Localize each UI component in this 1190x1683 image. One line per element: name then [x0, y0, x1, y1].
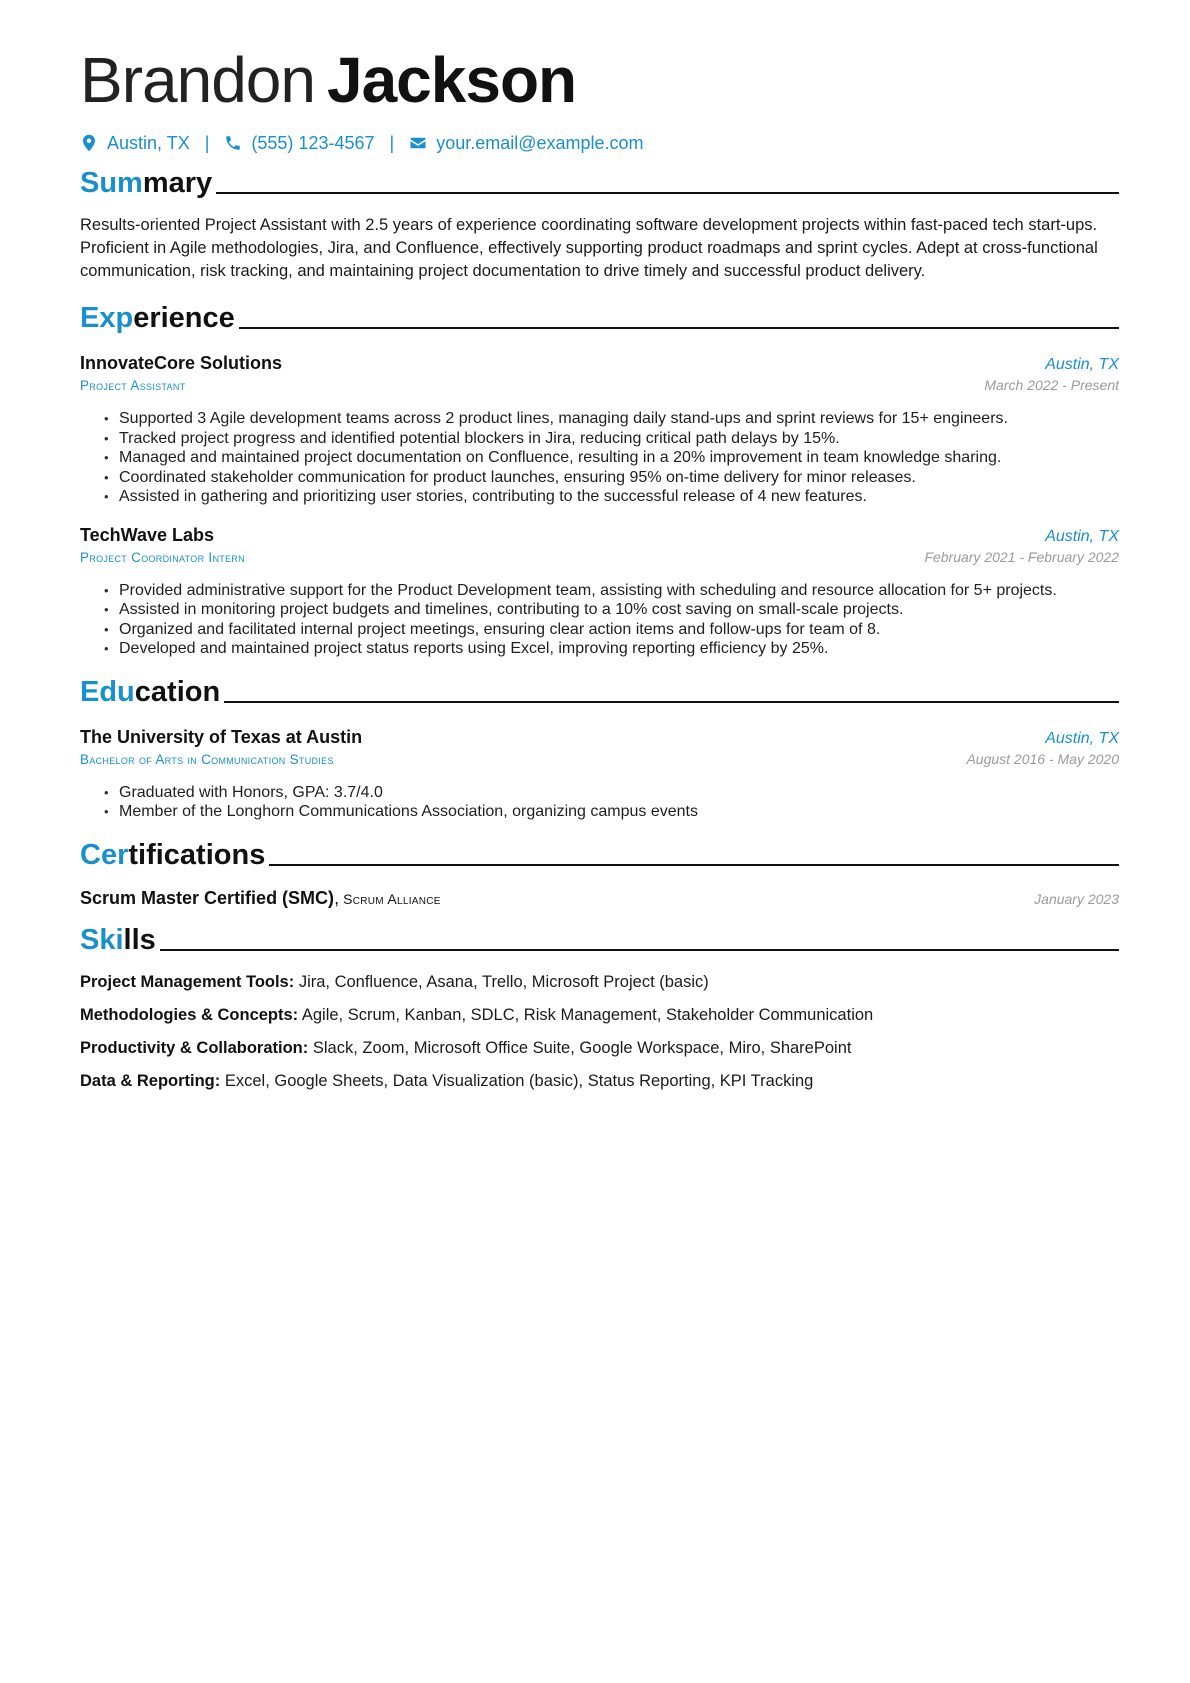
list-item: • Assisted in gathering and prioritizing user stories, contributing to the successful release of 4 new features.	[119, 487, 1119, 507]
section-summary-heading	[80, 162, 1119, 200]
entry-location: Austin, TX	[1045, 356, 1119, 373]
school-name: The University of Texas at Austin	[80, 726, 363, 747]
section-title-rest: mary	[142, 167, 213, 199]
entry-location: Austin, TX	[1045, 729, 1119, 747]
list-item: • Organized and facilitated internal project meetings, ensuring clear action items and follow-ups for team of 8.	[119, 620, 1119, 640]
skill-row	[80, 1004, 1119, 1026]
envelope-icon	[409, 134, 427, 152]
experience-entry	[80, 523, 1119, 659]
entry-dates: August 2016 - May 2020	[966, 750, 1119, 767]
section-title	[80, 166, 212, 200]
contact-separator: |	[204, 132, 210, 153]
skill-row	[80, 1070, 1119, 1092]
contact-location	[80, 133, 190, 154]
skill-values: Slack, Zoom, Microsoft Office Suite, Google Workspace, Miro, SharePoint	[312, 1038, 852, 1057]
contact-bar	[80, 130, 1119, 156]
section-title-rest: tifications	[128, 838, 266, 871]
section-title-rest: lls	[123, 923, 156, 956]
list-item: • Coordinated stakeholder communication for product launches, ensuring 95% on-time delivery for minor releases.	[119, 468, 1119, 488]
list-item: • Tracked project progress and identified potential blockers in Jira, reducing critical path delays by 15%.	[119, 429, 1119, 449]
section-certifications-heading	[80, 834, 1119, 872]
job-title: Project Assistant	[80, 378, 186, 393]
entry-dates: February 2021 - February 2022	[924, 548, 1119, 565]
skills-list	[80, 971, 1119, 1092]
bullet-list	[80, 783, 1119, 822]
list-item: • Provided administrative support for the Product Development team, assisting with scheduling and resource allocation for 5+ projects.	[119, 581, 1119, 601]
section-rule	[160, 949, 1119, 951]
certification-date: January 2023	[1034, 890, 1119, 907]
section-title	[80, 838, 265, 872]
section-title-accent: Cer	[80, 838, 129, 871]
bullet-list	[80, 409, 1119, 507]
phone-icon	[224, 134, 242, 152]
candidate-name	[80, 40, 1119, 120]
section-title	[80, 301, 235, 335]
certification-entry	[80, 888, 1119, 909]
section-rule	[216, 192, 1119, 194]
entry-dates: March 2022 - Present	[984, 377, 1119, 393]
section-title-rest: erience	[133, 302, 235, 334]
section-title-accent: Exp	[80, 302, 134, 334]
contact-separator: |	[389, 132, 395, 153]
employer-name: TechWave Labs	[80, 524, 215, 545]
section-title-rest: cation	[134, 675, 221, 708]
list-item: • Supported 3 Agile development teams across 2 product lines, managing daily stand-ups and sprint reviews for 15+ engineers.	[119, 409, 1119, 429]
skill-category: Productivity & Collaboration:	[80, 1038, 309, 1057]
summary-text: Results-oriented Project Assistant with 2.5 years of experience coordinating software development projects within fast-paced tech start-ups. Proficient in Agile methodologies, Jira, and Confluence, effectively supporting product roadmaps and sprint cycles. Adept at cross-functional communication, risk tracking, and maintaining project documentation to drive timely and successful product delivery.	[80, 216, 1098, 280]
skill-values: Jira, Confluence, Asana, Trello, Microsoft Project (basic)	[298, 972, 709, 991]
employer-name: InnovateCore Solutions	[80, 353, 283, 373]
contact-email[interactable]	[409, 133, 643, 154]
section-title-accent: Ski	[80, 923, 124, 956]
education-entry	[80, 725, 1119, 822]
job-title: Project Coordinator Intern	[80, 549, 245, 565]
certification-comma: ,	[334, 887, 340, 908]
skill-category: Methodologies & Concepts:	[80, 1005, 299, 1024]
section-education-heading	[80, 671, 1119, 709]
section-title	[80, 675, 220, 709]
skill-row	[80, 971, 1119, 993]
first-name: Brandon	[80, 44, 315, 116]
section-skills-heading	[80, 919, 1119, 957]
location-text: Austin, TX	[107, 132, 190, 153]
experience-entry	[80, 351, 1119, 507]
bullet-list	[80, 581, 1119, 659]
section-rule	[269, 864, 1119, 866]
skill-row	[80, 1037, 1119, 1059]
degree-title: Bachelor of Arts in Communication Studies	[80, 751, 334, 767]
section-title-accent: Sum	[80, 167, 143, 199]
skill-values: Agile, Scrum, Kanban, SDLC, Risk Management, Stakeholder Communication	[301, 1005, 874, 1024]
section-title-accent: Edu	[80, 675, 135, 708]
list-item: • Managed and maintained project documentation on Confluence, resulting in a 20% improvement in team knowledge sharing.	[119, 448, 1119, 468]
skill-category: Project Management Tools:	[80, 972, 295, 991]
skill-category: Data & Reporting:	[80, 1071, 221, 1090]
list-item: • Developed and maintained project status reports using Excel, improving reporting efficiency by 25%.	[119, 639, 1119, 659]
contact-phone[interactable]	[224, 133, 374, 154]
phone-text: (555) 123-4567	[251, 132, 375, 153]
skill-values: Excel, Google Sheets, Data Visualization (basic), Status Reporting, KPI Tracking	[224, 1071, 814, 1090]
section-rule	[224, 701, 1119, 703]
certification-title-group	[80, 888, 441, 909]
certification-issuer: Scrum Alliance	[343, 890, 441, 907]
list-item: • Assisted in monitoring project budgets and timelines, contributing to a 10% cost saving on small-scale projects.	[119, 600, 1119, 620]
entry-location: Austin, TX	[1045, 527, 1119, 545]
section-rule	[239, 327, 1119, 329]
list-item: • Graduated with Honors, GPA: 3.7/4.0	[119, 783, 1119, 803]
list-item: • Member of the Longhorn Communications Association, organizing campus events	[119, 802, 1119, 822]
map-marker-icon	[80, 134, 98, 152]
section-experience-heading	[80, 297, 1119, 335]
section-title	[80, 923, 156, 957]
certification-name: Scrum Master Certified (SMC)	[80, 887, 335, 908]
last-name: Jackson	[326, 44, 577, 116]
email-link: your.email@example.com	[436, 132, 644, 153]
